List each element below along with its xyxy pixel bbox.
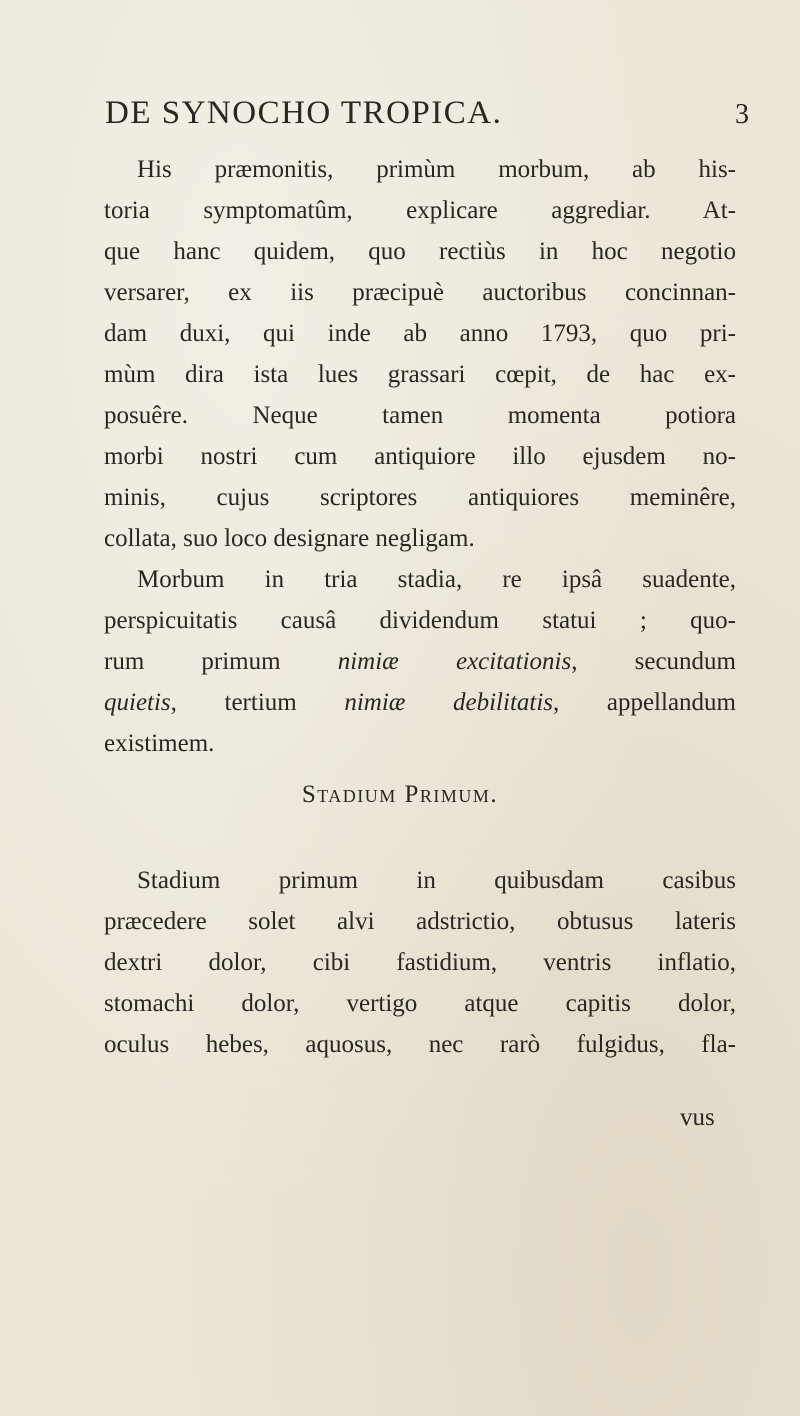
italic-phrase: nimiæ excitationis	[337, 648, 572, 675]
text-line: dam duxi, qui inde ab anno 1793, quo pri-	[104, 320, 736, 347]
page-header	[105, 88, 749, 138]
text-span: , secundum	[571, 648, 736, 675]
text-line: versarer, ex iis præcipuè auctoribus concinnan-	[104, 279, 736, 306]
text-line: toria symptomatûm, explicare aggrediar. At-	[104, 197, 736, 224]
text-line: mùm dira ista lues grassari cœpit, de hac ex-	[104, 361, 736, 388]
section-text-block	[104, 860, 736, 1065]
text-line: que hanc quidem, quo rectiùs in hoc negotio	[104, 238, 736, 265]
text-line: stomachi dolor, vertigo atque capitis dolor,	[104, 990, 736, 1017]
text-line: Morbum in tria stadia, re ipsâ suadente,	[137, 566, 736, 593]
page-number: 3	[735, 99, 749, 130]
text-line: perspicuitatis causâ dividendum statui ; quo-	[104, 607, 736, 634]
text-line: morbi nostri cum antiquiore illo ejusdem no-	[104, 443, 736, 470]
text-span: , appellandum	[553, 689, 736, 716]
paragraph-2	[104, 559, 736, 764]
text-line: dextri dolor, cibi fastidium, ventris inflatio,	[104, 949, 736, 976]
text-span: rum primum	[104, 648, 338, 675]
text-line: oculus hebes, aquosus, nec rarò fulgidus, fla-	[104, 1031, 736, 1058]
text-line: præcedere solet alvi adstrictio, obtusus lateris	[104, 908, 736, 935]
paragraph-1	[104, 149, 736, 559]
text-line: Stadium primum in quibusdam casibus	[137, 867, 736, 894]
section-heading: Stadium Primum.	[301, 781, 499, 808]
italic-phrase: nimiæ debilitatis	[344, 689, 554, 716]
text-span: , tertium	[170, 689, 345, 716]
text-line: existimem.	[104, 730, 215, 757]
text-line: minis, cujus scriptores antiquiores meminêre,	[104, 484, 736, 511]
text-line: posuêre. Neque tamen momenta potiora	[104, 402, 736, 429]
text-line: collata, suo loco designare negligam.	[104, 525, 475, 552]
main-text-block	[104, 149, 736, 764]
catchword: vus	[680, 1104, 715, 1131]
text-line: His præmonitis, primùm morbum, ab his-	[137, 156, 736, 183]
text-line	[104, 641, 736, 682]
italic-phrase: quietis	[104, 689, 171, 716]
text-line	[104, 682, 736, 723]
running-title: DE SYNOCHO TROPICA.	[105, 95, 503, 131]
paragraph-3	[104, 860, 736, 1065]
